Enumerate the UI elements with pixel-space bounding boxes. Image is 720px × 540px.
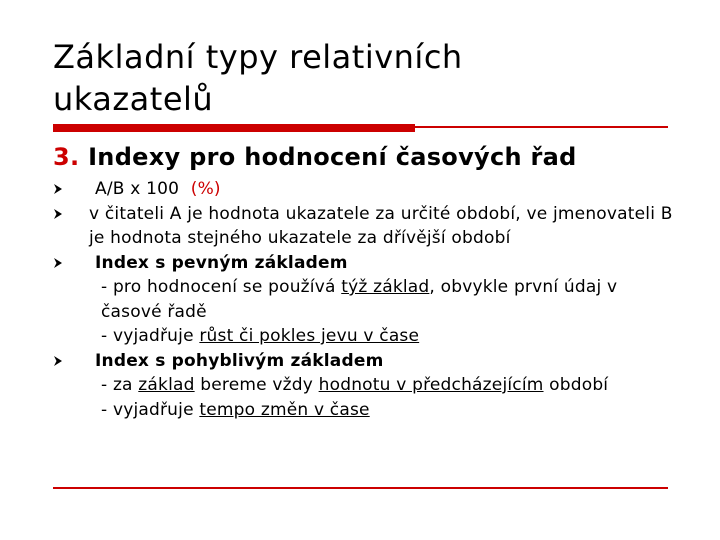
moving-base-line-1 [89, 373, 673, 398]
section-heading [53, 140, 693, 174]
moving-base-title: Index s pohyblivým základem [95, 350, 384, 371]
title-underline-thick [53, 124, 415, 132]
moving-base-line-2-underlined: tempo změn v čase [199, 399, 370, 420]
title-underline-thin [415, 126, 668, 128]
list-item-moving-base [53, 349, 673, 423]
fixed-base-line-1-text: - pro hodnocení se používá [101, 277, 342, 297]
bullet-list [53, 177, 673, 422]
heading-text: Indexy pro hodnocení časových řad [88, 143, 577, 171]
formula-text: A/B x 100 [95, 179, 180, 199]
moving-base-line-1-underlined-2: hodnotu v předcházejícím [318, 375, 544, 395]
formula-unit: (%) [190, 179, 221, 199]
slide-title [53, 36, 653, 120]
arrowhead-bullet-icon [53, 209, 63, 219]
fixed-base-line-2-text: - vyjadřuje [101, 326, 200, 346]
list-item-fixed-base [53, 251, 673, 349]
moving-base-line-1-text: - za [101, 375, 139, 395]
fixed-base-line-1 [89, 275, 673, 324]
moving-base-line-1-rest: období [543, 375, 609, 395]
moving-base-line-1-mid: bereme vždy [194, 375, 319, 395]
title-line-1: Základní typy relativních [53, 38, 463, 76]
list-item-formula [53, 177, 673, 202]
list-item-definition [53, 202, 673, 251]
fixed-base-title: Index s pevným základem [95, 252, 348, 273]
fixed-base-line-1-underlined: týž základ [341, 277, 430, 297]
arrowhead-bullet-icon [53, 356, 63, 366]
bottom-rule [53, 487, 668, 489]
moving-base-line-1-underlined-1: základ [138, 375, 195, 395]
definition-text: v čitateli A je hodnota ukazatele za určité období, ve jmenovateli B je hodnota stejného ukazatele za dřívější období [89, 203, 673, 248]
fixed-base-line-1-rest: , obvykle první údaj v časové řadě [101, 277, 618, 322]
fixed-base-line-2 [89, 324, 673, 349]
arrowhead-bullet-icon [53, 258, 63, 268]
title-line-2: ukazatelů [53, 80, 214, 118]
moving-base-line-2-text: - vyjadřuje [101, 399, 200, 420]
arrowhead-bullet-icon [53, 184, 63, 194]
heading-number: 3. [53, 143, 80, 171]
fixed-base-line-2-underlined: růst či pokles jevu v čase [199, 326, 420, 346]
moving-base-line-2 [89, 398, 673, 423]
